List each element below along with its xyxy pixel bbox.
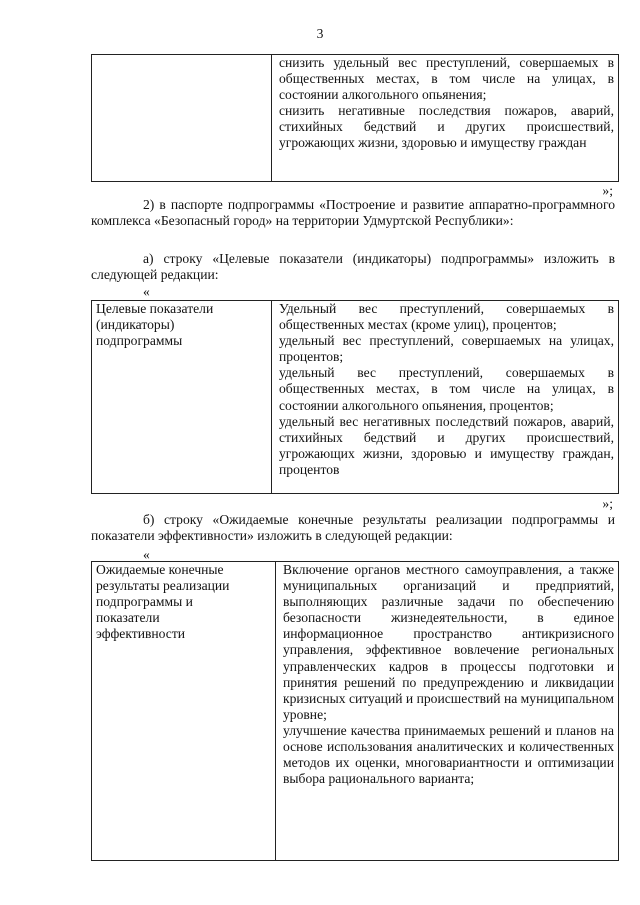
paragraph-item-2: 2) в паспорте подпрограммы «Построение и развитие аппаратно-программного комплекса «Безопасный город» на территории Удмуртской Республики»: [91,197,615,229]
table-expected-results-content-cell [276,562,618,860]
opening-quote: « [143,284,150,299]
closing-quote: »; [602,183,613,198]
table-continuation-label-cell [92,55,272,181]
closing-quote: »; [602,496,613,511]
expected-result-item: Включение органов местного самоуправления, а также муниципальных организаций и предприятий, выполняющих различные задачи по обеспечению безопасности жизнедеятельности, в единое информационное пространство антикризисного управления, эффективное вовлечение региональных управленческих кадров в процессы подготовки и принятия решений по предупреждению и ликвидации кризисных ситуаций и происшествий на муниципальном уровне; [283,562,614,722]
page-number: 3 [316,26,324,41]
table-expected-results-label-cell: Ожидаемые конечные результаты реализации подпрограммы и показатели эффективности [92,562,276,860]
indicator-item: удельный вес негативных последствий пожаров, аварий, стихийных бедствий и других происшествий, угрожающих жизни, здоровью и имуществу граждан, процентов [279,413,614,477]
paragraph-subitem-a: а) строку «Целевые показатели (индикаторы) подпрограммы» изложить в следующей редакции: [91,251,615,283]
table-continuation-item: снизить удельный вес преступлений, совершаемых в общественных местах, в том числе на улицах, в состоянии алкогольного опьянения; [279,55,614,103]
table-target-indicators-content-cell [272,301,618,493]
table-continuation-item: снизить негативные последствия пожаров, аварий, стихийных бедствий и других происшествий, угрожающих жизни, здоровью и имуществу граждан [279,103,614,151]
table-continuation [91,54,619,182]
table-target-indicators-label-cell: Целевые показатели (индикаторы) подпрограммы [92,301,272,493]
indicator-item: Удельный вес преступлений, совершаемых в общественных местах (кроме улиц), процентов; [279,301,614,333]
indicator-item: удельный вес преступлений, совершаемых в общественных местах, в том числе на улицах, в состоянии алкогольного опьянения, процентов; [279,365,614,413]
expected-result-item: улучшение качества принимаемых решений и планов на основе использования аналитических и количественных методов их оценки, многовариантности и оптимизации выбора рационального варианта; [283,722,614,787]
table-continuation-content-cell [272,55,618,181]
indicator-item: удельный вес преступлений, совершаемых на улицах, процентов; [279,333,614,365]
table-target-indicators [91,300,619,494]
paragraph-subitem-b: б) строку «Ожидаемые конечные результаты реализации подпрограммы и показатели эффективности» изложить в следующей редакции: [91,512,615,544]
opening-quote: « [143,547,150,562]
table-expected-results [91,561,619,861]
